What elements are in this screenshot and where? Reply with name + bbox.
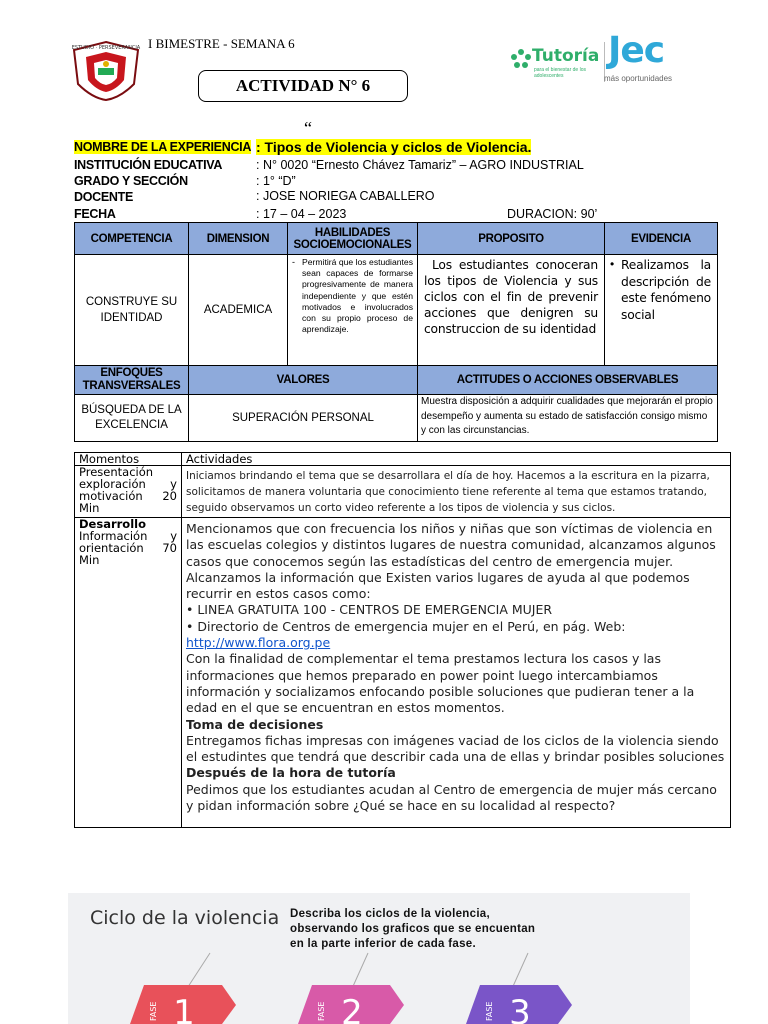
institucion-value: : N° 0020 “Ernesto Chávez Tamariz” – AGRO INDUSTRIAL: [256, 158, 584, 172]
flower-icon: [510, 48, 532, 70]
bullet-dash: -: [292, 257, 295, 267]
fase-number-2: 2: [341, 993, 363, 1024]
header-habilidades: HABILIDADES SOCIOEMOCIONALES: [288, 223, 418, 255]
jec-logo: [600, 30, 692, 88]
actitud-cell: Muestra disposición a adquirir cualidades que mejorarán el propio desempeño y aumenta su estado de satisfacción consigo mismo y con las circunstancias.: [418, 395, 718, 442]
desarrollo-paragraph-1: Mencionamos que con frecuencia los niños y niñas que son víctimas de violencia en las escuelas colegios y distintos lugares de nuestra comunidad, alcanzamos algunos casos que conocemos según las estadísticas del centro de emergencia mujer.: [186, 521, 716, 569]
desarrollo-paragraph-4: Entregamos fichas impresas con imágenes vaciad de los ciclos de la violencia siendo el estudintes que tendrá que describir cada una de ellas y brindar posibles soluciones: [186, 732, 725, 765]
experiencia-label: NOMBRE DE LA EXPERIENCIA: [74, 140, 252, 154]
proposito-cell: [418, 255, 605, 366]
school-seal-logo: [68, 38, 144, 102]
enfoque-cell: BÚSQUEDA DE LA EXCELENCIA: [75, 395, 189, 442]
fase-label-3: FASE: [485, 1001, 494, 1021]
despues-tutoria-heading: Después de la hora de tutoría: [186, 765, 396, 781]
habilidades-text: Permitirá que los estudiantes sean capaces de formarse progresivamente de manera independiente y que estén motivados e involucrados con su propio proceso de aprendizaje.: [302, 257, 413, 335]
momentos-table: [74, 452, 731, 828]
tutoria-logo-text: Tutoría: [532, 46, 600, 66]
docente-label: DOCENTE: [74, 190, 134, 204]
fase-label-1: FASE: [149, 1001, 158, 1021]
header-enfoques: ENFOQUES TRANSVERSALES: [75, 366, 189, 395]
instruction-line-3: en la parte inferior de cada fase.: [290, 938, 476, 950]
bullet-linea-gratuita: • LINEA GRATUITA 100 - CENTROS DE EMERGENCIA MUJER: [186, 602, 553, 618]
ciclo-title: Ciclo de la violencia: [90, 907, 280, 929]
bullet-dot: •: [610, 257, 615, 271]
actividades-header: Actividades: [182, 453, 731, 466]
jec-logo-text: Jec: [608, 30, 665, 71]
evidencia-cell: [605, 255, 718, 366]
valor-cell: SUPERACIÓN PERSONAL: [189, 395, 418, 442]
toma-decisiones-heading: Toma de decisiones: [186, 716, 324, 732]
duracion-value: DURACION: 90’: [507, 207, 598, 221]
fecha-value: : 17 – 04 – 2023: [256, 207, 347, 221]
instruction-line-1: Describa los ciclos de la violencia,: [290, 908, 490, 920]
grado-label: GRADO Y SECCIÓN: [74, 174, 188, 188]
instruction-line-2: observando los graficos que se encuentan: [290, 923, 536, 935]
desarrollo-title: Desarrollo: [79, 517, 146, 531]
fase-number-1: 1: [173, 993, 195, 1024]
docente-value: : JOSE NORIEGA CABALLERO: [256, 189, 435, 203]
evidencia-text: Realizamos la descripción de este fenómeno social: [621, 258, 711, 322]
habilidades-cell: [288, 255, 418, 366]
experiencia-value: : Tipos de Violencia y ciclos de Violencia.: [256, 139, 532, 155]
header-valores: VALORES: [189, 366, 418, 395]
institucion-label: INSTITUCIÓN EDUCATIVA: [74, 158, 223, 172]
desarrollo-paragraph-2: Alcanzamos la información que Existen varios lugares de ayuda al que podemos recurrir en estos casos como:: [186, 569, 690, 602]
header-competencia: COMPETENCIA: [75, 223, 189, 255]
fases-arrows: [68, 893, 690, 1024]
activity-desarrollo: [182, 518, 731, 828]
header-proposito: PROPOSITO: [418, 223, 605, 255]
fase-label-2: FASE: [317, 1001, 326, 1021]
jec-logo-subtext: más oportunidades: [604, 74, 673, 83]
fecha-label: FECHA: [74, 207, 116, 221]
header-evidencia: EVIDENCIA: [605, 223, 718, 255]
activity-presentacion: Iniciamos brindando el tema que se desarrollara el día de hoy. Hacemos a la escritura en la pizarra, solicitamos de manera voluntaria que conocimiento tiene referente al tema que estamos tratando, seguido observamos un corto video referente a los tipos de violencia y sus ciclos.: [182, 466, 731, 518]
dimension-cell: ACADEMICA: [189, 255, 288, 366]
header-dimension: DIMENSION: [189, 223, 288, 255]
tutoria-logo: [508, 40, 604, 88]
bimestre-label: I BIMESTRE - SEMANA 6: [148, 36, 295, 51]
competencias-table: [74, 222, 718, 442]
grado-value: : 1° “D”: [256, 174, 296, 188]
moment-presentacion: Presentación exploración y motivación 20 Min: [75, 466, 182, 518]
competencia-cell: CONSTRUYE SU IDENTIDAD: [75, 255, 189, 366]
proposito-text: Los estudiantes conoceran los tipos de Violencia y sus ciclos con el fin de prevenir acciones que denigren su construccion de su identidad: [424, 258, 598, 336]
tutoria-logo-subtext: para el bienestar de los adolescentes: [534, 67, 586, 79]
bullet-directorio: • Directorio de Centros de emergencia mujer en el Perú, en pág. Web:: [186, 618, 626, 634]
desarrollo-paragraph-5: Pedimos que los estudiantes acudan al Centro de emergencia de mujer más cercano y pidan información sobre ¿Qué se hace en su localidad al respecto?: [186, 781, 717, 814]
desarrollo-paragraph-3: Con la finalidad de complementar el tema prestamos lectura los casos y las informaciones que hemos preparado en power point luego intercambiamos información y socializamos enfocando posible soluciones que pudieran tener a la edad en el que se encuentran en estos momentos.: [186, 651, 695, 716]
quote-mark: “: [304, 118, 312, 138]
header-actitudes: ACTITUDES O ACCIONES OBSERVABLES: [418, 366, 718, 395]
svg-text:ESTUDIO · PERSEVERANCIA: ESTUDIO · PERSEVERANCIA: [71, 45, 141, 51]
desarrollo-label: Información y orientación 70 Min: [79, 529, 177, 567]
flora-link[interactable]: http://www.flora.org.pe: [186, 635, 331, 651]
momentos-header: Momentos: [75, 453, 182, 466]
actividad-title: ACTIVIDAD N° 6: [198, 70, 408, 102]
fase-number-3: 3: [509, 993, 531, 1024]
moment-desarrollo: [75, 518, 182, 828]
ciclo-violencia-graphic: [68, 893, 690, 1024]
